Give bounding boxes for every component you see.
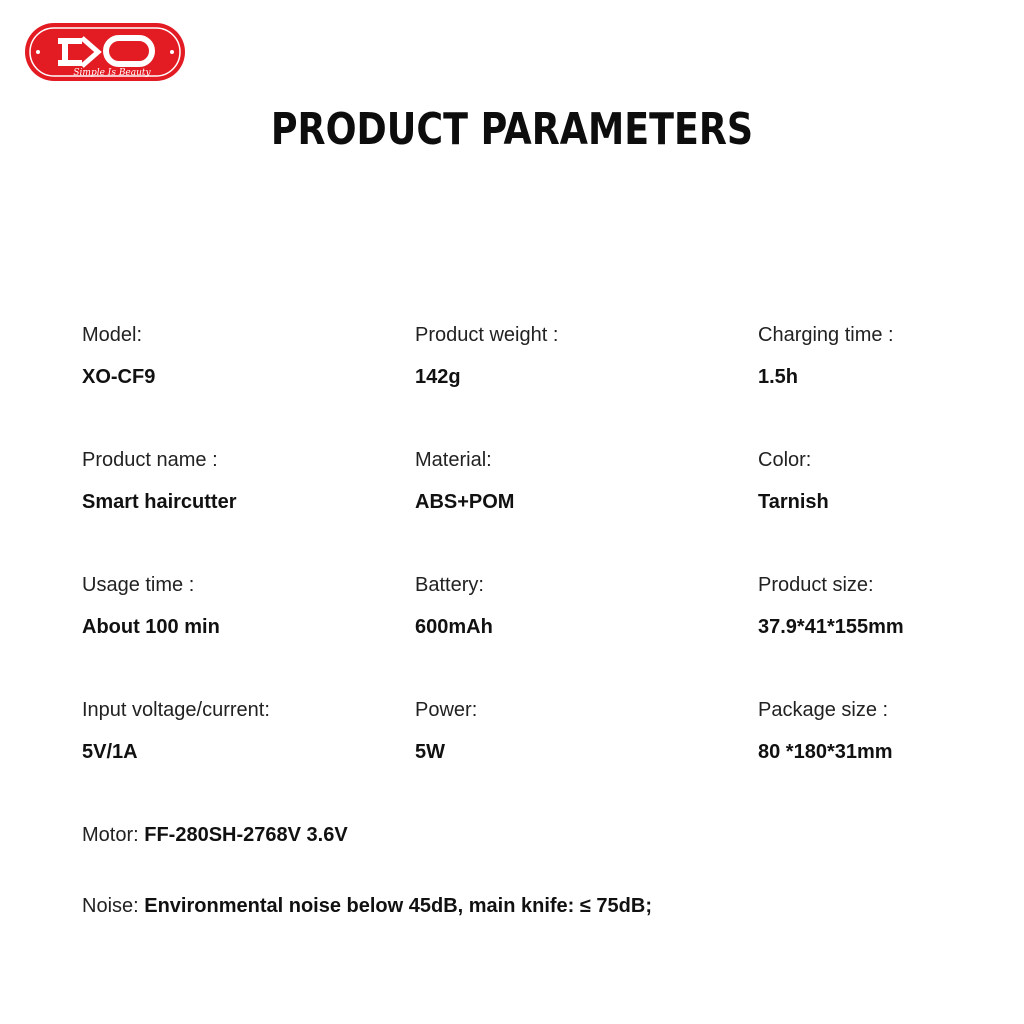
param-value: Environmental noise below 45dB, main knife: ≤ 75dB; <box>144 895 652 917</box>
param-motor <box>82 824 348 847</box>
xo-logo-icon <box>24 22 186 82</box>
param-label: Model: <box>82 324 143 346</box>
param-product-weight <box>415 324 558 389</box>
param-noise <box>82 895 652 918</box>
param-value: 142g <box>415 366 461 388</box>
param-value: 80 *180*31mm <box>758 741 893 763</box>
param-package-size <box>758 699 893 764</box>
param-value: FF-280SH-2768V 3.6V <box>144 824 348 846</box>
param-value: 600mAh <box>415 616 493 638</box>
param-value: Smart haircutter <box>82 491 237 513</box>
param-value: Tarnish <box>758 491 829 513</box>
param-value: About 100 min <box>82 616 220 638</box>
param-label: Product name : <box>82 449 218 471</box>
param-value: 1.5h <box>758 366 799 388</box>
param-label: Package size : <box>758 699 889 721</box>
param-label: Charging time : <box>758 324 894 346</box>
param-usage-time <box>82 574 220 639</box>
param-label: Motor: <box>82 824 145 846</box>
page-title: PRODUCT PARAMETERS <box>270 104 754 155</box>
param-label: Material: <box>415 449 492 471</box>
param-battery <box>415 574 493 639</box>
param-color <box>758 449 829 514</box>
param-power <box>415 699 477 764</box>
brand-logo <box>24 22 186 82</box>
param-label: Power: <box>415 699 478 721</box>
param-label: Product weight : <box>415 324 559 346</box>
brand-tagline: Simple Is Beauty <box>73 68 151 78</box>
param-product-size <box>758 574 904 639</box>
param-value: ABS+POM <box>415 491 515 513</box>
param-label: Color: <box>758 449 812 471</box>
param-value: XO-CF9 <box>82 366 156 388</box>
param-label: Usage time : <box>82 574 195 596</box>
param-charging-time <box>758 324 894 389</box>
param-model <box>82 324 155 389</box>
param-value: 5W <box>415 741 445 763</box>
param-value: 5V/1A <box>82 741 138 763</box>
param-label: Noise: <box>82 895 145 917</box>
param-product-name <box>82 449 237 514</box>
param-label: Product size: <box>758 574 874 596</box>
param-input-voltage <box>82 699 270 764</box>
param-label: Battery: <box>415 574 484 596</box>
param-value: 37.9*41*155mm <box>758 616 904 638</box>
param-material <box>415 449 514 514</box>
param-label: Input voltage/current: <box>82 699 270 721</box>
